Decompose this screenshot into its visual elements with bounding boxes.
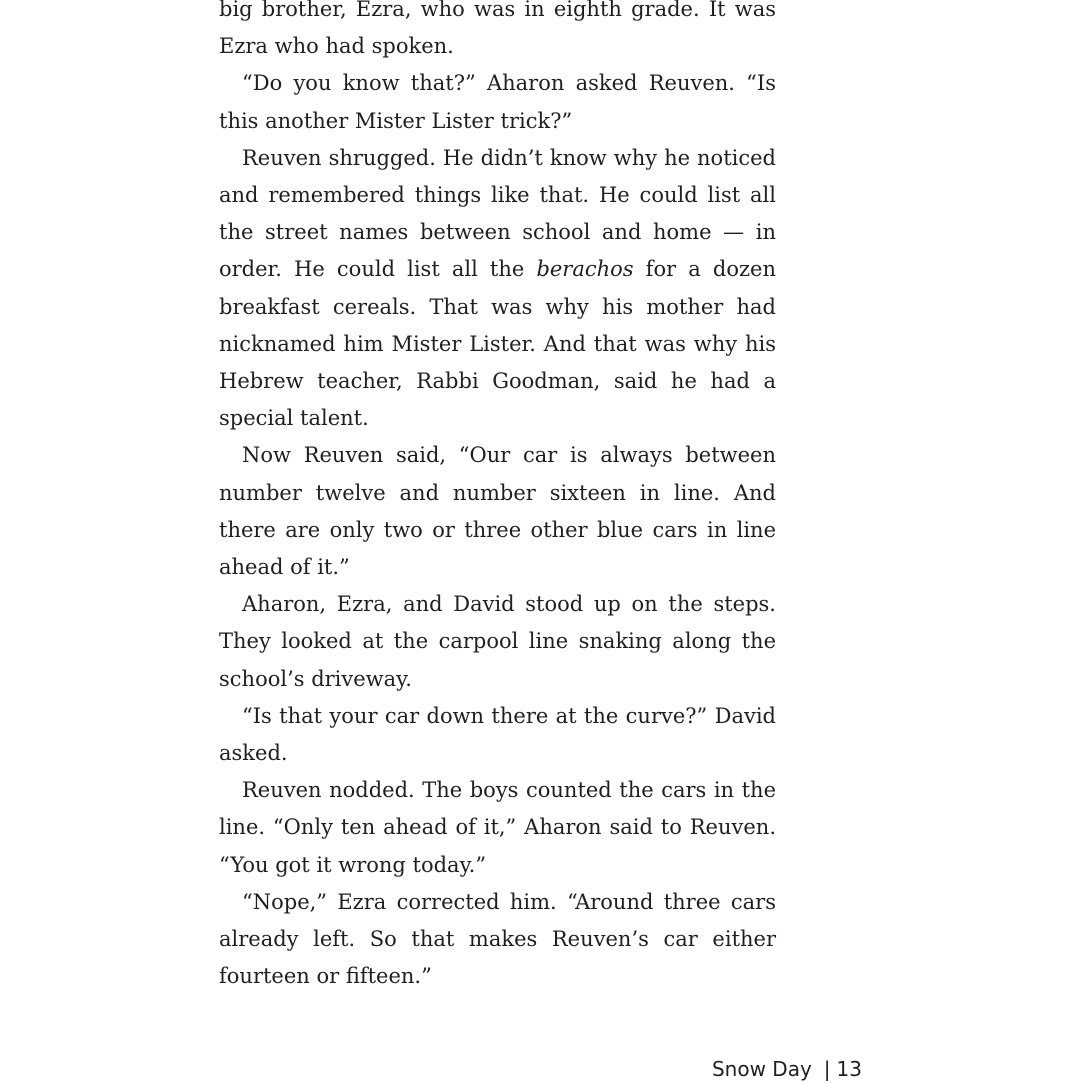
paragraph-2: “Do you know that?” Aharon asked Reuven. “Is this another Mister Lister trick?” — [219, 71, 776, 133]
paragraph-3-end: for a dozen breakfast cereals. That was why his mother had nicknamed him Mister Lister. And that was why his Hebrew teacher, Rabbi Goodman, said he had a special talent. — [219, 257, 776, 431]
paragraph-4: Now Reuven said, “Our car is always between number twelve and number sixteen in line. And there are only two or three other blue cars in line ahead of it.” — [219, 443, 776, 580]
paragraph-1: big brother, Ezra, who was in eighth grade. It was Ezra who had spoken. — [219, 0, 776, 59]
page-number: 13 — [836, 1057, 862, 1081]
paragraph-7: Reuven nodded. The boys counted the cars in the line. “Only ten ahead of it,” Aharon said to Reuven. “You got it wrong today.” — [219, 778, 776, 877]
paragraph-6: “Is that your car down there at the curve?” David asked. — [219, 703, 776, 766]
paragraph-3-start: Reuven shrugged. He didn’t know why he noticed and remembered things like that. He could list all the street names between school and home — in order. He could list all the — [219, 145, 776, 282]
paragraph-5: Aharon, Ezra, and David stood up on the steps. They looked at the carpool line snaking along the school’s driveway. — [219, 592, 776, 691]
paragraph-8: “Nope,” Ezra corrected him. “Around three cars already left. So that makes Reuven’s car either fourteen or fifteen.” — [219, 889, 776, 989]
running-head: Snow Day — [711, 1057, 812, 1081]
footer-separator: | — [823, 1057, 831, 1081]
body-text — [219, 0, 776, 995]
paragraph-3-italic-word: berachos — [536, 257, 634, 282]
paragraph-3 — [219, 140, 776, 438]
